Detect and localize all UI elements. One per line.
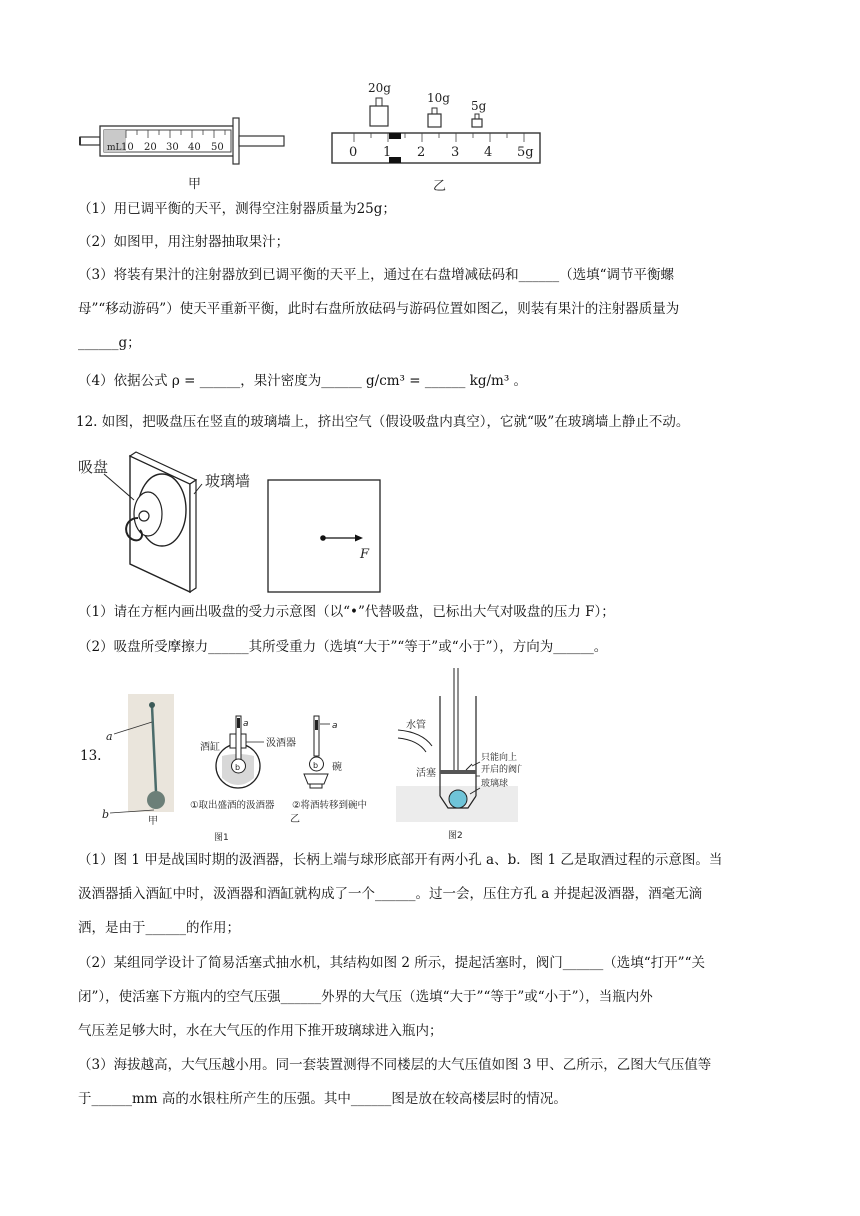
weight-20g-label: 20g xyxy=(368,81,391,95)
weight-10g-label: 10g xyxy=(427,91,450,105)
syringe-tick-20: 20 xyxy=(144,142,157,153)
fig2-pump-diagram xyxy=(392,666,522,842)
fig2-caption: 图2 xyxy=(448,831,463,841)
q11-step3-line1: （3）将装有果汁的注射器放到已调平衡的天平上，通过在右盘增减砝码和______（选填“调节平衡螺 xyxy=(78,267,674,283)
balance-tick-0: 0 xyxy=(349,145,358,160)
fig1-label-a3: a xyxy=(332,721,338,731)
q11-step1: （1）用已调平衡的天平，测得空注射器质量为25g； xyxy=(78,201,396,217)
fig1-caption-yi: 乙 xyxy=(290,814,300,825)
q13-part3-line2: 于______mm 高的水银柱所产生的压强。其中______图是放在较高楼层时的情况。 xyxy=(78,1091,567,1107)
label-valve-line2: 开启的阀门 xyxy=(481,765,522,775)
fig1-label-b3: b xyxy=(313,761,319,770)
q11-step4: （4）依据公式 ρ = ______，果汁密度为______ g/cm³ = ______ kg/m³ 。 xyxy=(78,373,528,389)
balance-tick-4: 4 xyxy=(484,145,493,160)
fig1-caption-jia: 甲 xyxy=(148,816,158,827)
syringe-caption: 甲 xyxy=(188,177,202,192)
balance-figure xyxy=(328,76,548,198)
q11-step2: （2）如图甲，用注射器抽取果汁； xyxy=(78,234,290,250)
label-jijiuqi: 汲酒器 xyxy=(266,738,296,749)
balance-tick-1: 1 xyxy=(383,145,392,160)
fig1-label-a: a xyxy=(106,730,113,743)
fig1-jia-photo xyxy=(96,692,186,828)
syringe-figure xyxy=(78,108,298,198)
label-water-pipe: 水管 xyxy=(406,720,426,731)
label-jiugang: 酒缸 xyxy=(200,742,220,753)
q12-part1: （1）请在方框内画出吸盘的受力示意图（以“•”代替吸盘，已标出大气对吸盘的压力 F）； xyxy=(78,604,615,620)
q13-part3-line1: （3）海拔越高，大气压越小用。同一套装置测得不同楼层的大气压值如图 3 甲、乙所示，乙图大气压值等 xyxy=(78,1057,712,1073)
balance-caption: 乙 xyxy=(433,179,447,194)
q13-part1-line3: 洒，是由于______的作用； xyxy=(78,920,240,936)
fig1-yi-diagram xyxy=(190,712,390,844)
q13-part1-line2: 汲酒器插入酒缸中时，汲酒器和酒缸就构成了一个______。过一会，压住方孔 a 并提起汲酒器，酒毫无滴 xyxy=(78,886,703,902)
label-piston: 活塞 xyxy=(416,768,436,779)
balance-tick-5g: 5g xyxy=(517,145,534,160)
q13-part2-line3: 气压差足够大时，水在大气压的作用下推开玻璃球进入瓶内； xyxy=(78,1023,443,1039)
label-wan: 碗 xyxy=(332,762,342,773)
step2-label: ②将酒转移到碗中 xyxy=(292,800,368,811)
q13-part2-line2: 闭”），使活塞下方瓶内的空气压强______外界的大气压（选填“大于”“等于”或“小于”），当瓶内外 xyxy=(78,989,653,1005)
fig1-label-b: b xyxy=(102,808,110,821)
q13-part2-line1: （2）某组同学设计了简易活塞式抽水机，其结构如图 2 所示，提起活塞时，阀门______（选填“打开”“关 xyxy=(78,955,705,971)
q12-stem: 12. 如图，把吸盘压在竖直的玻璃墙上，挤出空气（假设吸盘内真空），它就“吸”在玻璃墙上静止不动。 xyxy=(76,414,690,430)
syringe-unit-label: mL xyxy=(107,143,122,153)
balance-tick-2: 2 xyxy=(417,145,426,160)
fig1-caption: 图1 xyxy=(214,833,229,843)
syringe-tick-50: 50 xyxy=(211,142,224,153)
balance-tick-3: 3 xyxy=(451,145,460,160)
q13-number: 13. xyxy=(80,748,102,764)
q13-part1-line1: （1）图 1 甲是战国时期的汲酒器，长柄上端与球形底部开有两小孔 a、b．图 1 乙是取酒过程的示意图。当 xyxy=(78,852,723,868)
step1-label: ①取出盛酒的汲酒器 xyxy=(190,800,275,811)
suction-cup-label: 吸盘 xyxy=(78,458,109,476)
label-glass-ball: 玻璃球 xyxy=(481,779,509,789)
q11-step3-line3: ______g； xyxy=(78,335,141,351)
fig1-label-a2: a xyxy=(243,719,249,729)
glass-wall-label: 玻璃墙 xyxy=(205,472,251,490)
weight-5g-label: 5g xyxy=(471,99,487,113)
suction-cup-figure xyxy=(78,444,288,594)
syringe-tick-30: 30 xyxy=(166,142,179,153)
force-diagram-box xyxy=(266,478,384,594)
force-f-label: F xyxy=(360,547,370,562)
q11-step3-line2: 母”“移动游码”）使天平重新平衡，此时右盘所放砝码与游码位置如图乙，则装有果汁的注射器质量为 xyxy=(78,301,680,317)
syringe-tick-40: 40 xyxy=(188,142,201,153)
fig1-label-b2: b xyxy=(235,763,241,772)
label-valve-line1: 只能向上 xyxy=(481,753,518,763)
q12-part2: （2）吸盘所受摩擦力______其所受重力（选填“大于”“等于”或“小于”），方向为______。 xyxy=(78,639,608,655)
syringe-tick-10: 10 xyxy=(121,142,134,153)
